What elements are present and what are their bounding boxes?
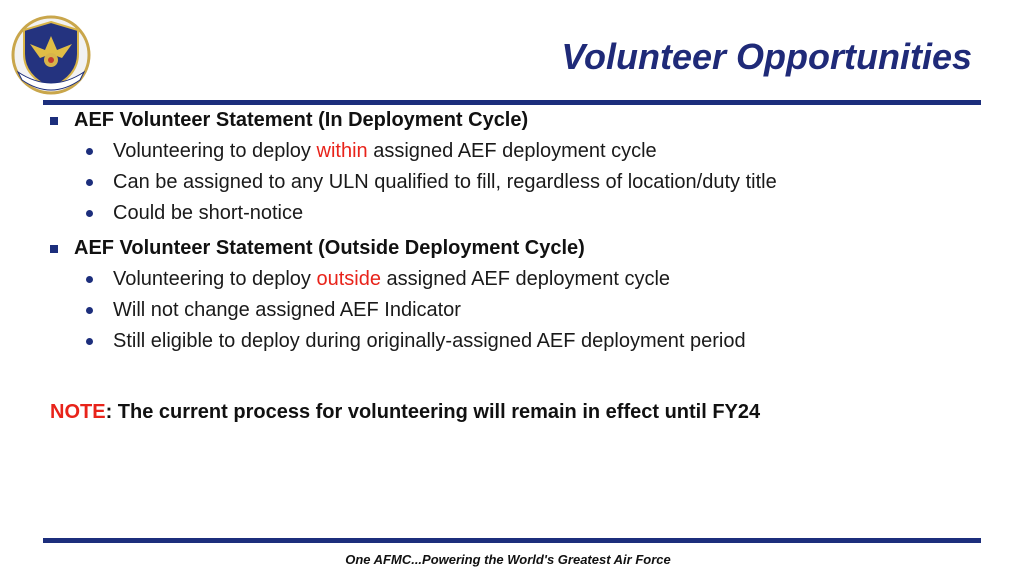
section-heading-text: AEF Volunteer Statement (In Deployment Cycle) (74, 109, 529, 131)
bullet-text: Will not change assigned AEF Indicator (113, 299, 461, 321)
square-bullet-icon (50, 117, 58, 125)
bullet-text: Still eligible to deploy during originally-assigned AEF deployment period (113, 330, 746, 352)
page-title: Volunteer Opportunities (561, 36, 972, 77)
bullet-text: Could be short-notice (113, 202, 304, 224)
section-heading-outside-cycle (50, 237, 585, 260)
list-item (86, 140, 657, 163)
footer-slogan: One AFMC...Powering the World's Greatest Air Force (345, 552, 671, 567)
list-item (86, 202, 303, 225)
bullet-text: Volunteering to deploy within assigned AEF deployment cycle (113, 140, 657, 162)
bullet-dot-icon (86, 179, 93, 186)
section-heading-in-cycle (50, 109, 528, 132)
note-text: : The current process for volunteering will remain in effect until FY24 (105, 401, 761, 423)
highlight-word: outside (316, 268, 381, 290)
square-bullet-icon (50, 245, 58, 253)
bullet-dot-icon (86, 148, 93, 155)
footer-divider (43, 538, 981, 543)
note-statement (50, 401, 760, 424)
section-heading-text: AEF Volunteer Statement (Outside Deployment Cycle) (74, 237, 585, 259)
list-item (86, 299, 461, 322)
header-divider (43, 100, 981, 105)
afmc-shield-logo (10, 14, 92, 96)
bullet-dot-icon (86, 307, 93, 314)
bullet-dot-icon (86, 210, 93, 217)
bullet-dot-icon (86, 276, 93, 283)
note-label: NOTE (50, 401, 106, 423)
list-item (86, 171, 777, 194)
list-item (86, 330, 746, 353)
bullet-text: Volunteering to deploy outside assigned AEF deployment cycle (113, 268, 671, 290)
highlight-word: within (316, 140, 368, 162)
bullet-text: Can be assigned to any ULN qualified to fill, regardless of location/duty title (113, 171, 777, 193)
list-item (86, 268, 670, 291)
bullet-dot-icon (86, 338, 93, 345)
